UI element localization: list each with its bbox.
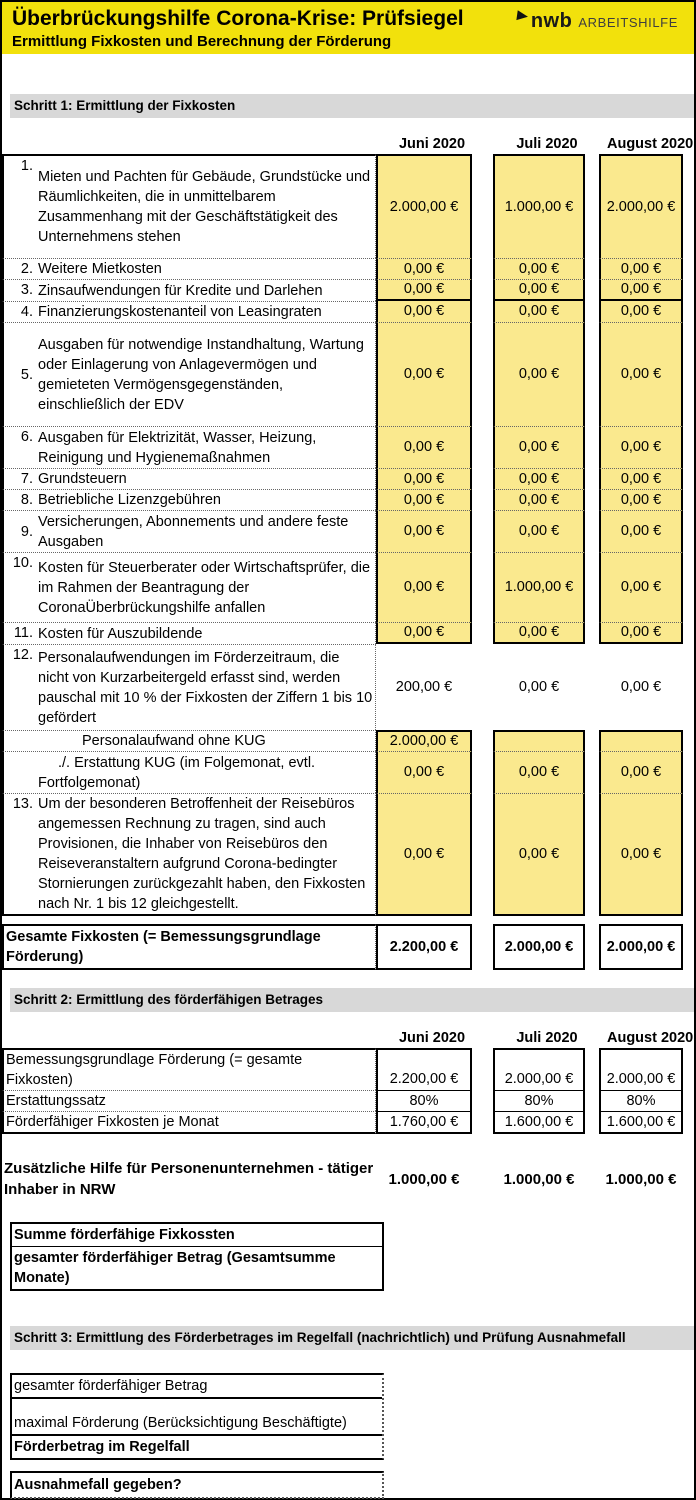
- summe-label: Summe förderfähige Fixkossten: [14, 1227, 235, 1243]
- total-label: Gesamte Fixkosten (= Bemessungsgrundlage Förderung): [2, 924, 376, 970]
- section-heading-schritt2: Schritt 2: Ermittlung des förderfähigen Betrages: [10, 988, 694, 1012]
- gesamtbetrag-label: gesamter förderfähiger Betrag (Gesamtsumme Monate): [12, 1246, 382, 1289]
- page-title: Überbrückungshilfe Corona-Krise: Prüfsiegel: [12, 7, 464, 30]
- input-cell-juli[interactable]: 0,00 €: [493, 622, 585, 644]
- row-label: Förderfähiger Fixkosten je Monat: [2, 1111, 376, 1134]
- regelfall-box: [10, 1373, 384, 1460]
- input-cell-august[interactable]: 80%: [599, 1090, 683, 1111]
- row-number: 11.: [13, 625, 33, 641]
- input-cell-juni[interactable]: 0,00 €: [376, 258, 472, 279]
- month-header-row: [10, 1028, 694, 1048]
- row-label: Ausgaben für Elektrizität, Wasser, Heizung, Reinigung und Hygienemaßnahmen: [38, 429, 317, 466]
- row-label: Erstattungssatz: [2, 1090, 376, 1111]
- computed-cell-august: 1.600,00 €: [599, 1111, 683, 1134]
- month-header-juni: Juni 2020: [398, 1030, 466, 1046]
- row-number: 1.: [20, 158, 33, 174]
- nwb-arrow-icon: [516, 10, 528, 21]
- input-cell-juli[interactable]: 0,00 €: [493, 426, 585, 468]
- input-cell-august[interactable]: 0,00 €: [599, 489, 683, 510]
- table-row: [2, 426, 694, 468]
- input-cell-august[interactable]: 0,00 €: [599, 751, 683, 793]
- foerderbetrag-table: [2, 1048, 694, 1134]
- row-number: 3.: [20, 282, 33, 298]
- table-row: [2, 322, 694, 426]
- row-number: [4, 731, 38, 751]
- row-number: 6.: [20, 429, 33, 445]
- input-cell-juni[interactable]: 0,00 €: [376, 322, 472, 426]
- ausnahmefall-box: [10, 1471, 384, 1499]
- month-header-juni: Juni 2020: [398, 136, 466, 152]
- table-row: [2, 510, 694, 552]
- row-label: Grundsteuern: [38, 471, 127, 487]
- input-cell-juni[interactable]: 0,00 €: [376, 468, 472, 489]
- row-number: 10.: [12, 555, 33, 571]
- table-row: [2, 730, 694, 751]
- row-label: Ausgaben für notwendige Instandhaltung, Wartung oder Einlagerung von Anlagevermögen und gemieteten Vermögensgegenständen, einschließlich der EDV: [38, 336, 364, 413]
- row-number: [4, 752, 38, 793]
- computed-cell-august: 0,00 €: [620, 678, 662, 695]
- input-cell-juli[interactable]: [493, 730, 585, 751]
- title-banner: [2, 2, 694, 54]
- input-cell-august[interactable]: 0,00 €: [599, 552, 683, 622]
- row-number: 5.: [20, 366, 33, 383]
- row-label: Mieten und Pachten für Gebäude, Grundstücke und Räumlichkeiten, die in unmittelbarem Zusammenhang mit der Geschäftstätigkeit des Unternehmens stehen: [38, 169, 371, 245]
- row-label: Zinsaufwendungen für Kredite und Darlehen: [38, 282, 323, 299]
- ausnahmefall-label: Ausnahmefall gegeben?: [14, 1477, 182, 1493]
- row-label: Weitere Mietkosten: [38, 261, 162, 277]
- input-cell-august[interactable]: 0,00 €: [599, 322, 683, 426]
- row-label: Kosten für Auszubildende: [38, 625, 203, 642]
- row-label: Betriebliche Lizenzgebühren: [38, 492, 221, 508]
- input-cell-juni[interactable]: 2.000,00 €: [376, 154, 472, 258]
- page-subtitle: Ermittlung Fixkosten und Berechnung der Förderung: [12, 33, 392, 50]
- computed-cell-juli: 1.600,00 €: [493, 1111, 585, 1134]
- row-label: Personalaufwand ohne KUG: [82, 733, 266, 749]
- input-cell-juli[interactable]: 0,00 €: [493, 322, 585, 426]
- input-cell-august[interactable]: 0,00 €: [599, 510, 683, 552]
- input-cell-juli[interactable]: 0,00 €: [493, 279, 585, 301]
- input-cell-juli[interactable]: 0,00 €: [493, 751, 585, 793]
- month-header-juli: Juli 2020: [516, 1030, 578, 1046]
- input-cell-juli[interactable]: 1.000,00 €: [493, 154, 585, 258]
- computed-cell-juni: 200,00 €: [395, 678, 453, 695]
- row-label: Personalaufwendungen im Förderzeitraum, die nicht von Kurzarbeitergeld erfasst sind, werden pauschal mit 10 % der Fixkosten der Ziffern 1 bis 10 gefördert: [38, 649, 373, 726]
- computed-cell-juni: 2.200,00 €: [376, 1048, 472, 1090]
- row-number: 13.: [12, 796, 33, 812]
- table-row: [2, 793, 694, 916]
- month-header-august: August 2020: [607, 136, 694, 152]
- row-label: Finanzierungskostenanteil von Leasingraten: [38, 304, 322, 320]
- month-header-row: [10, 134, 694, 154]
- row-number: 4.: [20, 304, 33, 320]
- computed-cell-juli: 0,00 €: [518, 678, 560, 695]
- section-heading-schritt3: Schritt 3: Ermittlung des Förderbetrages im Regelfall (nachrichtlich) und Prüfung Ausnahmefall: [10, 1326, 694, 1350]
- row-label: Um der besonderen Betroffenheit der Reisebüros angemessen Rechnung zu tragen, sind auch Provisionen, die Inhaber von Reisebüros den Reiseveranstaltern aufgrund Corona-bedingter Stornierungen zurückgezahlt haben, den Fixkosten nach Nr. 1 bis 12 gleichgestellt.: [38, 796, 366, 912]
- input-cell-juli[interactable]: 0,00 €: [493, 301, 585, 322]
- row-number: 9.: [20, 523, 33, 540]
- input-cell-juni[interactable]: 2.000,00 €: [376, 730, 472, 751]
- input-cell-august[interactable]: 0,00 €: [599, 622, 683, 644]
- row-label: Zusätzliche Hilfe für Personenunternehmen - tätiger Inhaber in NRW: [4, 1160, 374, 1198]
- input-cell-juni[interactable]: 0,00 €: [376, 622, 472, 644]
- section-heading-schritt1: Schritt 1: Ermittlung der Fixkosten: [10, 94, 694, 118]
- input-cell-august[interactable]: 0,00 €: [599, 468, 683, 489]
- total-cell-juni: 2.200,00 €: [376, 924, 472, 970]
- table-row: [2, 154, 694, 258]
- input-cell-august[interactable]: 0,00 €: [599, 258, 683, 279]
- computed-cell-august: 2.000,00 €: [599, 1048, 683, 1090]
- input-cell-juni[interactable]: 80%: [376, 1090, 472, 1111]
- table-row: [2, 301, 694, 322]
- table-row: [2, 1090, 694, 1111]
- summe-box: [10, 1222, 384, 1291]
- input-cell-juni[interactable]: 0,00 €: [376, 301, 472, 322]
- computed-cell-juli: 2.000,00 €: [493, 1048, 585, 1090]
- row-number: 2.: [20, 261, 33, 277]
- input-cell-august[interactable]: 2.000,00 €: [599, 154, 683, 258]
- input-cell-juli[interactable]: 0,00 €: [493, 468, 585, 489]
- input-cell-august[interactable]: 0,00 €: [599, 426, 683, 468]
- input-cell-juli[interactable]: 0,00 €: [493, 489, 585, 510]
- zusatzhilfe-row: [2, 1158, 694, 1200]
- input-cell-juli[interactable]: 1.000,00 €: [493, 552, 585, 622]
- total-cell-juli: 2.000,00 €: [493, 924, 585, 970]
- month-header-august: August 2020: [607, 1030, 694, 1046]
- table-row: [2, 468, 694, 489]
- table-row: [2, 279, 694, 301]
- input-cell-juli[interactable]: 80%: [493, 1090, 585, 1111]
- table-row: [2, 1048, 694, 1090]
- row-number: 12.: [12, 647, 33, 663]
- logo-brand: nwb: [530, 10, 573, 32]
- input-cell-juli[interactable]: 0,00 €: [493, 510, 585, 552]
- value-juli: 1.000,00 €: [503, 1170, 575, 1188]
- logo-suffix: ARBEITSHILFE: [578, 15, 678, 30]
- input-cell-juni[interactable]: 0,00 €: [376, 279, 472, 301]
- nwb-logo: [517, 11, 678, 31]
- maximal-foerderung-label: maximal Förderung (Berücksichtigung Beschäftigte): [12, 1397, 382, 1434]
- input-cell-juni[interactable]: 0,00 €: [376, 552, 472, 622]
- computed-cell-juni: 1.760,00 €: [376, 1111, 472, 1134]
- row-label: Versicherungen, Abonnements und andere feste Ausgaben: [38, 513, 349, 550]
- input-cell-juli[interactable]: 0,00 €: [493, 793, 585, 916]
- row-number: 8.: [20, 492, 33, 508]
- table-row: [2, 489, 694, 510]
- fixkosten-total-row: [2, 924, 694, 970]
- gesamter-betrag-label: gesamter förderfähiger Betrag: [14, 1378, 208, 1394]
- input-cell-juni[interactable]: 0,00 €: [376, 510, 472, 552]
- table-row: [2, 1111, 694, 1134]
- table-row: [2, 258, 694, 279]
- foerderbetrag-regelfall-label: Förderbetrag im Regelfall: [12, 1434, 382, 1458]
- value-juni: 1.000,00 €: [388, 1170, 460, 1188]
- total-cell-august: 2.000,00 €: [599, 924, 683, 970]
- table-row: [2, 644, 694, 730]
- table-row: [2, 552, 694, 622]
- input-cell-juni[interactable]: 0,00 €: [376, 751, 472, 793]
- table-row: [2, 751, 694, 793]
- input-cell-juni[interactable]: 0,00 €: [376, 793, 472, 916]
- input-cell-juni[interactable]: 0,00 €: [376, 489, 472, 510]
- fixkosten-table: [2, 154, 694, 916]
- input-cell-juli[interactable]: 0,00 €: [493, 258, 585, 279]
- row-label: Bemessungsgrundlage Förderung (= gesamte Fixkosten): [2, 1048, 376, 1090]
- table-row: [2, 622, 694, 644]
- input-cell-august[interactable]: [599, 730, 683, 751]
- row-label: ./. Erstattung KUG (im Folgemonat, evtl. Fortfolgemonat): [38, 754, 316, 791]
- input-cell-august[interactable]: 0,00 €: [599, 793, 683, 916]
- input-cell-august[interactable]: 0,00 €: [599, 301, 683, 322]
- month-header-juli: Juli 2020: [516, 136, 578, 152]
- row-number: 7.: [20, 471, 33, 487]
- value-august: 1.000,00 €: [605, 1170, 677, 1188]
- input-cell-juni[interactable]: 0,00 €: [376, 426, 472, 468]
- input-cell-august[interactable]: 0,00 €: [599, 279, 683, 301]
- row-label: Kosten für Steuerberater oder Wirtschaftsprüfer, die im Rahmen der Beantragung der CoronaÜberbrückungshilfe anfallen: [38, 559, 371, 616]
